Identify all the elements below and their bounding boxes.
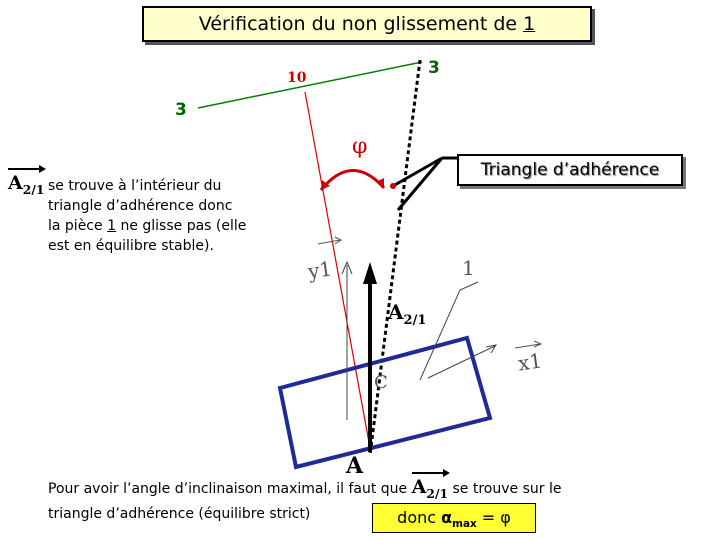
triangle-label: Triangle d’adhérence	[480, 160, 660, 180]
vector-sub: 2/1	[426, 485, 449, 501]
vector-letter: A	[411, 476, 427, 498]
label-three-top: 3	[428, 58, 440, 78]
vector-a21-diagram	[388, 300, 426, 328]
label-one: 1	[462, 256, 475, 280]
title-piece-number: 1	[523, 13, 536, 35]
vector-letter: A	[8, 172, 23, 194]
left-text-line1: se trouve à l’intérieur du	[48, 178, 222, 194]
left-text-piece-number: 1	[107, 218, 116, 234]
vector-sub: 2/1	[403, 313, 427, 328]
label-ten: 10	[287, 70, 307, 86]
vector-bar	[8, 168, 44, 170]
bottom-text-line1-pre: Pour avoir l’angle d’inclinaison maximal, il faut que	[48, 481, 412, 497]
vector-a21-bottom	[411, 476, 449, 501]
point-a-label: A	[346, 453, 364, 479]
green-line	[198, 62, 422, 108]
bottom-text-line1	[48, 477, 561, 504]
left-text-line3-pre: la pièce	[48, 218, 108, 234]
left-text-line2: triangle d’adhérence donc	[48, 198, 233, 214]
triangle-edge-1	[393, 158, 442, 186]
conclusion-pre: donc	[397, 508, 442, 527]
x1-vector-bar	[515, 341, 541, 348]
left-explanation	[48, 176, 288, 256]
block-piece-1	[280, 338, 490, 467]
bottom-text-line2: triangle d’adhérence (équilibre strict)	[48, 505, 311, 522]
triangle-label-box	[457, 154, 683, 186]
title-text: Vérification du non glissement de	[198, 13, 524, 35]
force-a21-arrowhead	[363, 262, 377, 284]
leader-line-1	[420, 282, 478, 380]
vector-letter: A	[388, 300, 404, 324]
label-y1: y1	[306, 256, 334, 284]
label-c-mark: C	[374, 372, 388, 393]
vector-a21-left	[8, 172, 44, 197]
left-text-line3-post: ne glisse pas (elle	[116, 218, 247, 234]
x1-axis-arrow	[428, 345, 496, 378]
phi-arc	[321, 170, 384, 190]
triangle-edge-2	[398, 158, 442, 210]
vector-bar	[412, 472, 448, 474]
conclusion-box	[372, 503, 536, 533]
label-phi: φ	[352, 134, 368, 159]
left-text-line3	[48, 216, 288, 236]
left-text-line4: est en équilibre stable).	[48, 238, 214, 254]
red-dot	[390, 183, 396, 189]
conclusion-sub: max	[452, 518, 477, 531]
title-box	[142, 6, 592, 42]
conclusion-post: = φ	[476, 508, 511, 527]
bottom-text-line1-post: se trouve sur le	[448, 481, 562, 497]
label-x1: x1	[516, 348, 544, 376]
conclusion-alpha: α	[441, 508, 453, 527]
y1-vector-bar	[318, 237, 341, 244]
dotted-line	[370, 60, 420, 455]
label-three-left: 3	[175, 100, 187, 120]
vector-sub: 2/1	[22, 181, 45, 197]
